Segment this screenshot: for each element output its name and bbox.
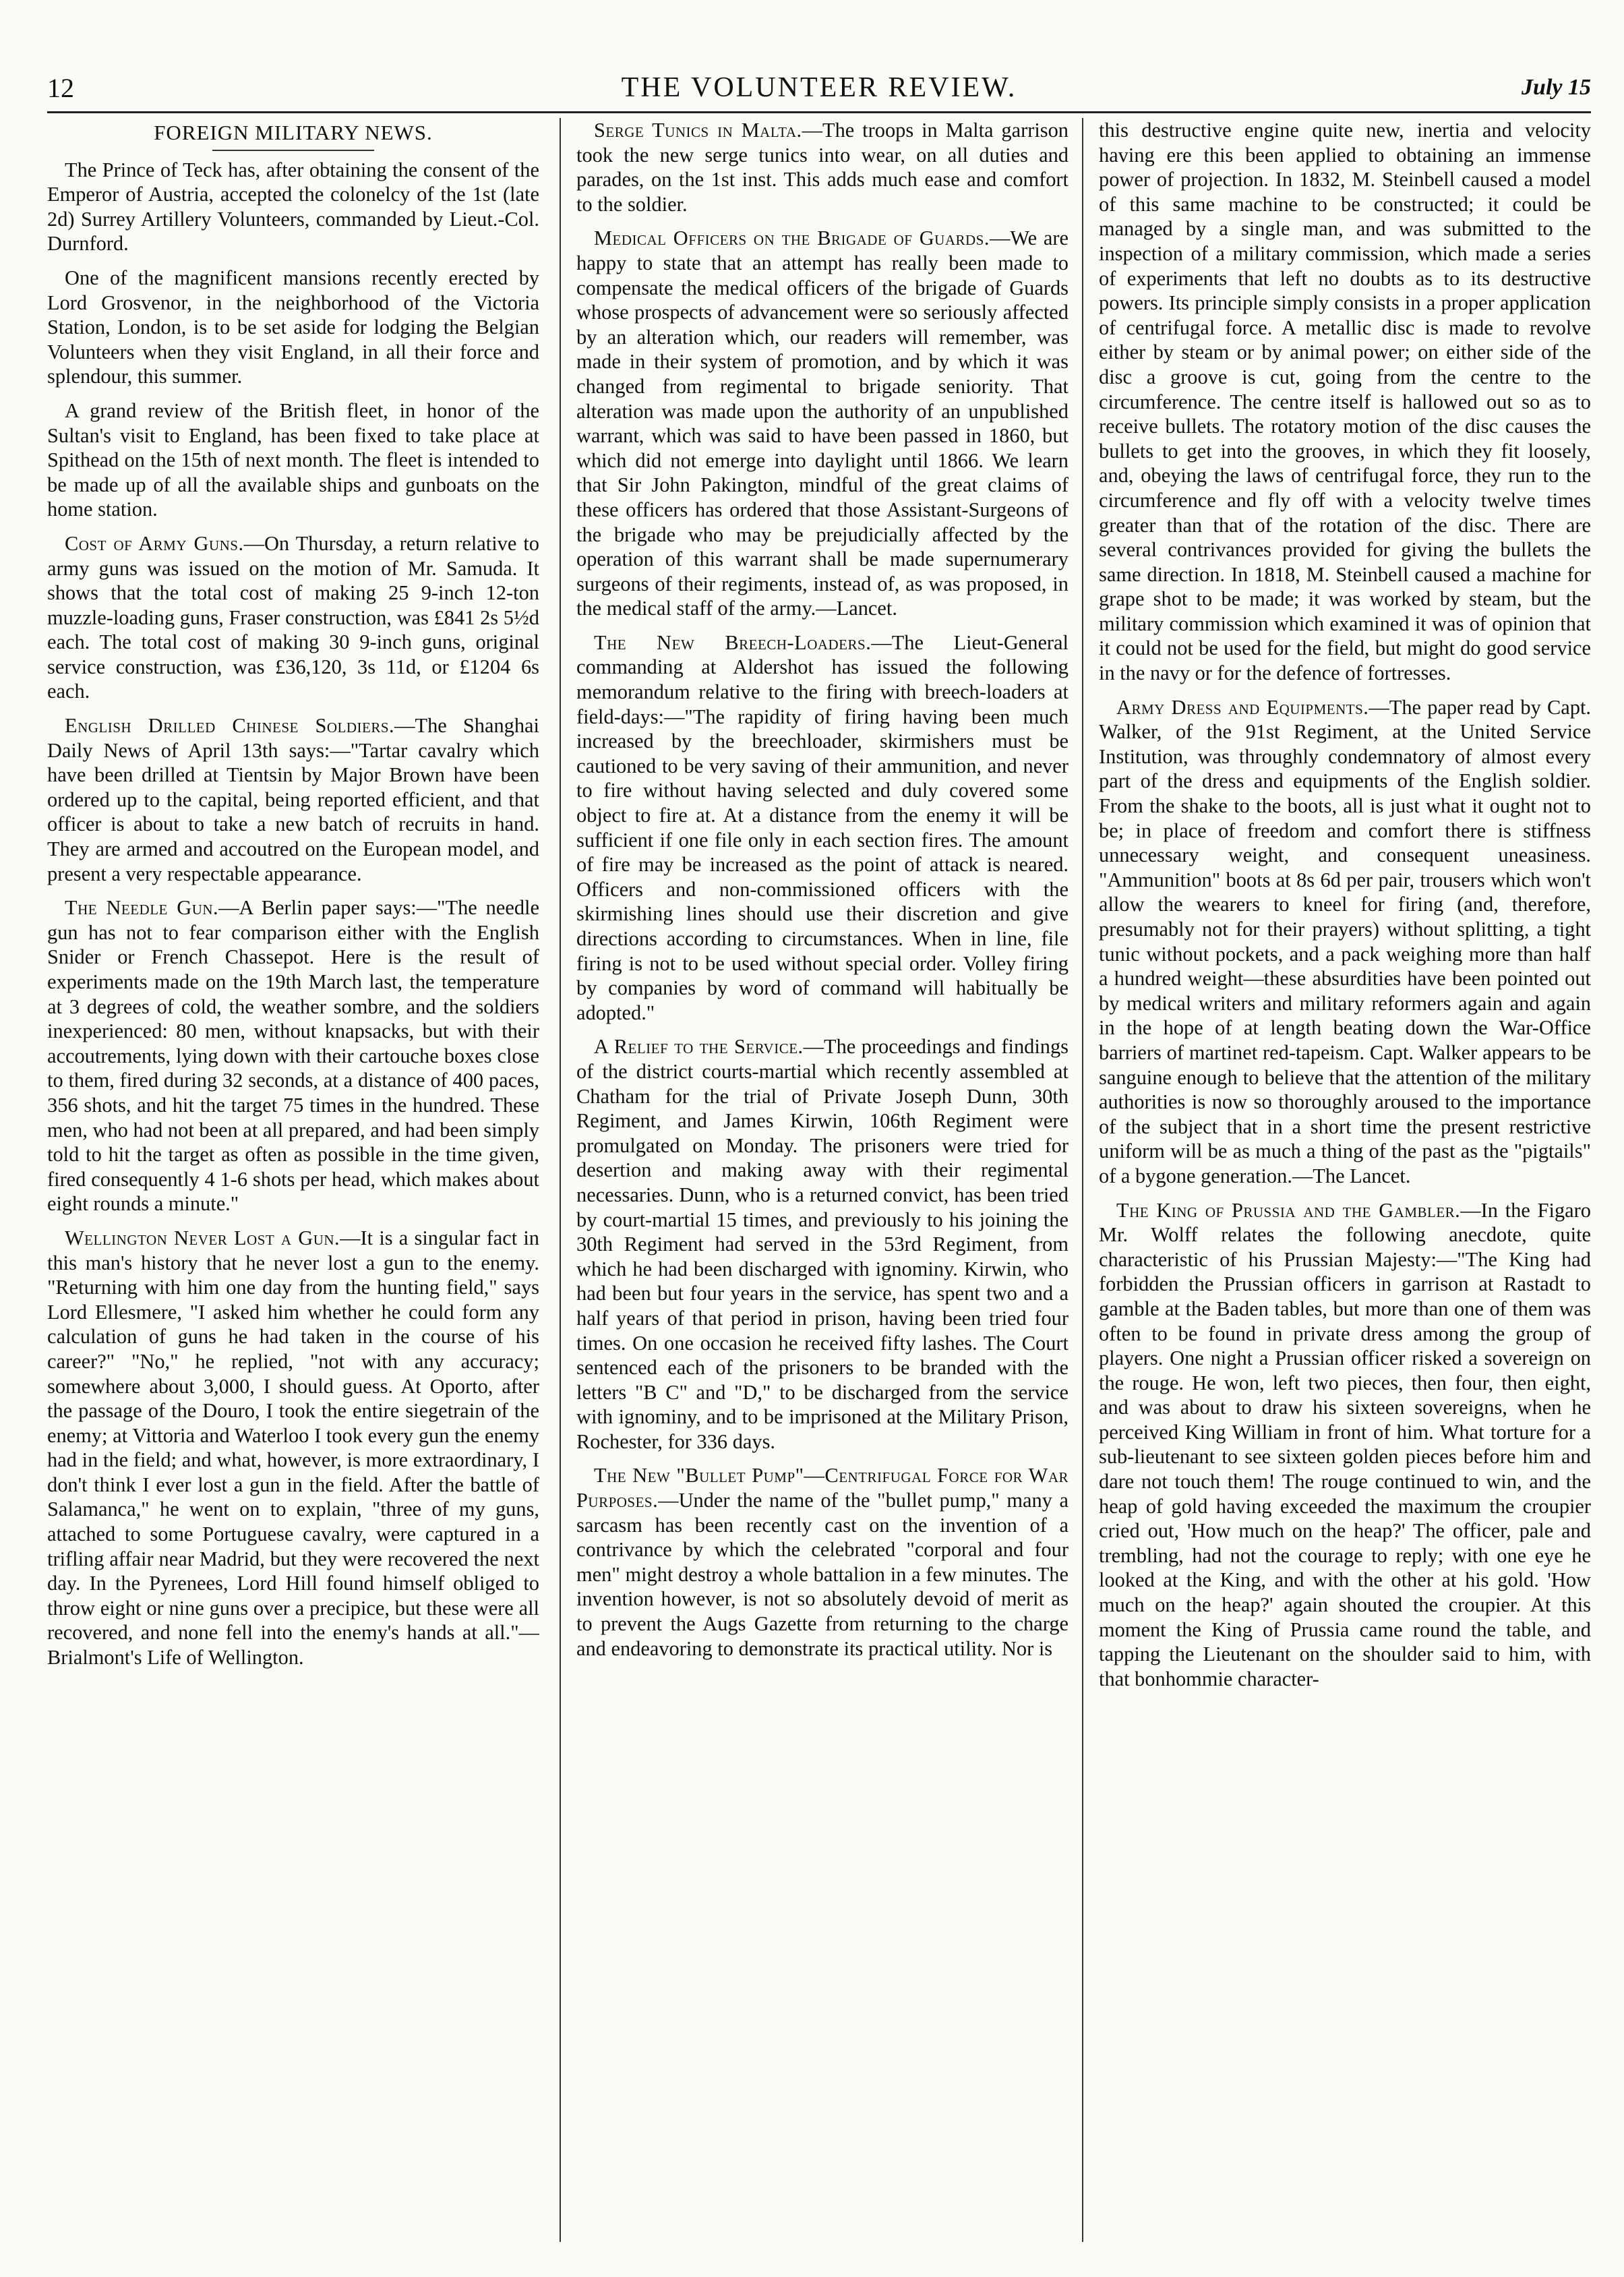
article-headline: The New Breech-Loaders. [594, 630, 872, 654]
issue-date: July 15 [1522, 75, 1591, 100]
article-bullet-pump-continued: this destructive engine quite new, inertia and velocity having ere this been applied to obtaining an immense power of projection. In 1832, M. Steinbell caused a model of this same machine to be constructed; it could be managed by a single man, and was submitted to the inspection of a military commission, which made a series of experiments that left no doubts as to its destructive powers. Its principle simply consists in a proper application of centrifugal force. A metallic disc is made to revolve either by steam or by animal power; on either side of the disc a groove is cut, going from the centre to the circumference. The centre itself is hallowed out so as to receive bullets. The rotatory motion of the disc causes the bullets to get into the grooves, in which they fit loosely, and, obeying the laws of centrifugal force, they run to the circumference and fly off with a velocity twelve times greater than that of the rotation of the disc. There are several contrivances provided for giving the bullets the same direction. In 1818, M. Steinbell caused a machine for grape shot to be made; it was worked by steam, but the military commission which examined it was of opinion that it could not be used for the field, but might do good service in the navy or for the defence of fortresses. [1099, 119, 1591, 685]
article-grosvenor-mansion: One of the magnificent mansions recently erected by Lord Grosvenor, in the neighborhood of the Victoria Station, London, is to be set aside for lodging the Belgian Volunteers when they visit England, in all their force and splendour, this summer. [47, 266, 539, 388]
column-3 [1099, 118, 1591, 2242]
masthead-title: THE VOLUNTEER REVIEW. [621, 72, 1017, 103]
article-headline: The New "Bullet Pump"—Centrifugal Force for War Purposes. [576, 1464, 1069, 1512]
article-headline: English Drilled Chinese Soldiers. [65, 714, 395, 738]
article-serge-tunics [576, 118, 1069, 216]
article-headline: A Relief to the Service. [594, 1035, 804, 1059]
article-cost-of-army-guns [47, 531, 539, 704]
article-body: —We are happy to state that an attempt has really been made to compensate the medical officers of the brigade of Guards whose prospects of advancement were so seriously affected by an alteration which, our readers will remember, was made in their system of promotion, and by which it was changed from regimental to brigade seniority. That alteration was made upon the authority of an unpublished warrant, which was said to have been passed in 1860, but which did not emerge into daylight until 1866. We learn that Sir John Pakington, mindful of the great claims of these officers has ordered that those Assistant-Surgeons of the brigade who may be prejudicially affected by the operation of this warrant shall be made supernumerary surgeons of their regiments, instead of, as was proposed, in the medical staff of the army.—Lancet. [576, 227, 1069, 620]
article-body: —The proceedings and findings of the district courts-martial which recently assembled at Chatham for the trial of Private Joseph Dunn, 30th Regiment, and James Kirwin, 106th Regiment were promulgated on Monday. The prisoners were tried for desertion and making away with their regimental necessaries. Dunn, who is a returned convict, has been tried by court-martial 15 times, and previously to his joining the 30th Regiment had served in the 53rd Regiment, from which he had been discharged with ignominy. Kirwin, who had been but four years in the service, has spent two and a half years of that period in prison, having been tried four times. On one occasion he received fifty lashes. The Court sentenced each of the prisoners to be branded with the letters "B C" and "D," to be discharged from the service with ignominy, and to be imprisoned at the Military Prison, Rochester, for 336 days. [576, 1035, 1069, 1453]
article-headline: Wellington Never Lost a Gun. [65, 1226, 340, 1249]
article-headline: Army Dress and Equipments. [1116, 695, 1369, 719]
article-king-of-prussia [1099, 1198, 1591, 1692]
article-headline: The King of Prussia and the Gambler. [1116, 1198, 1461, 1222]
article-headline: The Needle Gun. [65, 896, 219, 920]
column-divider [1082, 118, 1083, 2242]
article-body: —It is a singular fact in this man's history that he never lost a gun to the enemy. "Returning with him one day from the hunting field," says Lord Ellesmere, "I asked him whether he could form any calculation of guns he had taken in the course of his career?" "No," he replied, "not with any accuracy; somewhere about 3,000, I should guess. At Oporto, after the passage of the Douro, I took the entire siegetrain of the enemy; at Vittoria and Waterloo I took every gun the enemy had in the field; and what, however, is more extraordinary, I don't think I ever lost a gun in the field. After the battle of Salamanca," he went on to explain, "three of my guns, attached to some Portuguese cavalry, were captured in a trifling affair near Madrid, but they were recovered the next day. In the Pyrenees, Lord Hill found himself obliged to throw eight or nine guns over a precipice, but these were all recovered, and none fell into the enemy's hands at all."—Brialmont's Life of Wellington. [47, 1226, 539, 1669]
article-body: —The Lieut-General commanding at Aldershot has issued the following memorandum relative to the firing with breech-loaders at field-days:—"The rapidity of firing having been much increased by the breechloader, skirmishers must be cautioned to be very saving of their ammunition, and never to fire without having selected and duly covered some object to fire at. At a distance from the enemy it will be sufficient if one file only in each section fires. The amount of fire may be increased as the point of attack is neared. Officers and non-commissioned officers with the skirmishing lines should use their discretion and give directions according to circumstances. When in line, file firing is not to be used without special order. Volley firing by companies by word of command will habitually be adopted." [576, 630, 1069, 1024]
article-body: —The paper read by Capt. Walker, of the 91st Regiment, at the United Service Institution, was throughly condemnatory of almost every part of the dress and equipments of the English soldier. From the shake to the boots, all is just what it ought not to be; in place of freedom and comfort there is stiffness unnecessary weight, and consequent uneasiness. "Ammunition" boots at 8s 6d per pair, trousers which won't allow the wearers to kneel for firing (and, therefore, presumably not for their prayers) without splitting, a tight tunic without pockets, and a pack weighing more than half a hundred weight—these absurdities have been pointed out by medical writers and military reformers again and again in the hope of at length beating down the War-Office barriers of martinet red-tapeism. Capt. Walker appears to be sanguine enough to believe that the attention of the military authorities is now so thoroughly aroused to the importance of the subject that in a short time the present restrictive uniform will be as much a thing of the past as the "pigtails" of a bygone generation.—The Lancet. [1099, 695, 1591, 1187]
article-needle-gun [47, 895, 539, 1216]
article-body: —The troops in Malta garrison took the new serge tunics into wear, on all duties and parades, on the 1st inst. This adds much ease and comfort to the soldier. [576, 119, 1069, 216]
article-body: —In the Figaro Mr. Wolff relates the following anecdote, quite characteristic of his Prussian Majesty:—"The King had forbidden the Prussian officers in garrison at Rastadt to gamble at the Baden tables, but more than one of them was often to be found in private dress among the group of players. One night a Prussian officer risked a sovereign on the rouge. He won, left two pieces, then four, then eight, and was about to draw his sixteen sovereigns, when he perceived King William in front of him. What torture for a sub-lieutenant to see sixteen golden pieces before him and dare not touch them! The rouge continued to win, and the heap of gold having exceeded the maximum the croupier cried out, 'How much on the heap?' The officer, pale and trembling, had not the courage to reply; with one eye he looked at the King, and with the other at his gold. 'How much on the heap?' again shouted the croupier. At this moment the King of Prussia came round the table, and tapping the Lieutenant on the shoulder said to him, with that bonhommie character- [1099, 1198, 1591, 1690]
article-body: —A Berlin paper says:—"The needle gun has not to fear comparison either with the English Snider or French Chassepot. Here is the result of experiments made on the 19th March last, the temperature at 3 degrees of cold, the weather sombre, and the soldiers inexperienced: 80 men, without knapsacks, but with their accoutrements, lying down with their cartouche boxes close to them, fired during 32 seconds, at a distance of 400 paces, 356 shots, and hit the target 75 times in the hundred. These men, who had not been at all prepared, and had been simply told to hit the target as often as possible in the time given, fired consequently 4 1-6 shots per head, which makes about eight rounds a minute." [47, 896, 539, 1216]
article-relief-to-service [576, 1034, 1069, 1454]
article-medical-officers [576, 226, 1069, 621]
page-header [47, 64, 1591, 113]
article-grand-review: A grand review of the British fleet, in honor of the Sultan's visit to England, has been fixed to take place at Spithead on the 15th of next month. The fleet is intended to be made up of all the available ships and gunboats on the home station. [47, 398, 539, 521]
article-army-dress [1099, 695, 1591, 1189]
article-prince-of-teck: The Prince of Teck has, after obtaining the consent of the Emperor of Austria, accepted the colonelcy of the 1st (late 2d) Surrey Artillery Volunteers, commanded by Lieut.-Col. Durnford. [47, 158, 539, 256]
column-2 [576, 118, 1069, 2242]
column-divider [560, 118, 561, 2242]
article-headline: Cost of Army Guns. [65, 531, 244, 555]
column-1 [47, 118, 539, 2242]
article-chinese-soldiers [47, 713, 539, 886]
article-body: —On Thursday, a return relative to army guns was issued on the motion of Mr. Samuda. It shows that the total cost of making 25 9-inch 12-ton muzzle-loading guns, Fraser construction, was £841 2s 5½d each. The total cost of making 30 9-inch guns, original service construction, was £36,120, 3s 11d, or £1204 6s each. [47, 531, 539, 703]
article-body: —Under the name of the "bullet pump," many a sarcasm has been recently cast on the invention of a contrivance by which the celebrated "corporal and four men" might destroy a whole battalion in a few minutes. The invention however, is not so absolutely devoid of merit as to prevent the Augs Gazette from returning to the charge and endeavoring to demonstrate its practical utility. Nor is [576, 1489, 1069, 1660]
article-body: —The Shanghai Daily News of April 13th says:—"Tartar cavalry which have been drilled at Tientsin by Major Brown have been ordered up to the capital, being reported efficient, and that officer is about to take a new batch of recruits in hand. They are armed and accoutred on the European model, and present a very respectable appearance. [47, 714, 539, 885]
article-headline: Serge Tunics in Malta. [594, 119, 802, 142]
page-number: 12 [47, 72, 74, 103]
article-wellington [47, 1226, 539, 1670]
section-heading: FOREIGN MILITARY NEWS. [154, 121, 433, 144]
heading-rule [212, 150, 374, 151]
article-bullet-pump [576, 1463, 1069, 1661]
article-headline: Medical Officers on the Brigade of Guards. [594, 227, 990, 250]
article-breech-loaders [576, 630, 1069, 1026]
